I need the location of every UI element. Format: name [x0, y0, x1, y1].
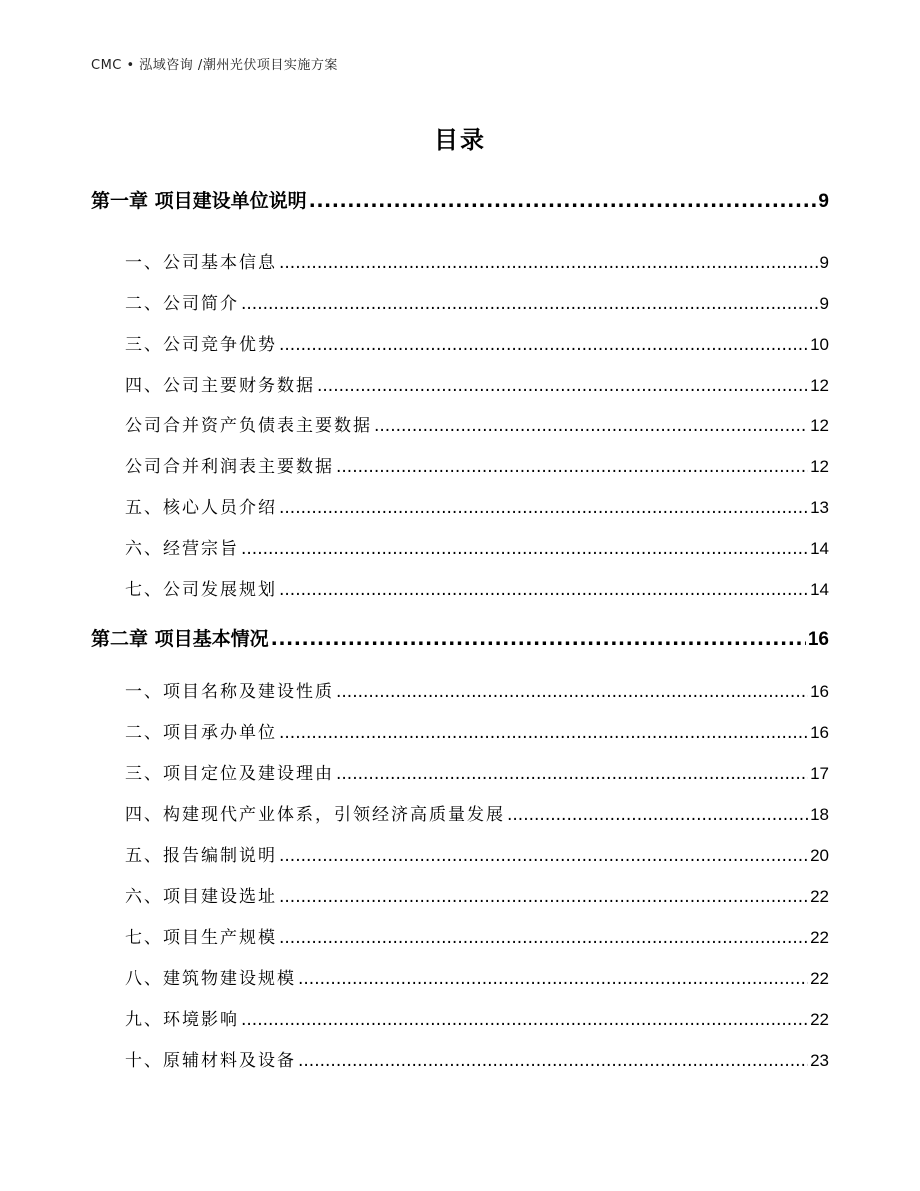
toc-entry-label: 项目生产规模 — [163, 928, 277, 948]
toc-entry-label: 公司主要财务数据 — [163, 376, 315, 396]
toc-entry-number: 九、 — [125, 1010, 163, 1030]
dot-leader — [241, 539, 808, 559]
toc-entry[interactable] — [125, 1005, 829, 1030]
toc-entry-number: 五、 — [125, 498, 163, 518]
toc-page-number: 20 — [810, 846, 829, 865]
toc-entry-label: 原辅材料及设备 — [163, 1051, 296, 1071]
dot-leader — [279, 723, 808, 743]
toc-chapter-2[interactable] — [91, 624, 829, 651]
toc-entry-number: 二、 — [125, 723, 163, 743]
toc-entry[interactable] — [125, 330, 829, 355]
toc-entry-number: 二、 — [125, 294, 163, 314]
dot-leader — [298, 1051, 808, 1071]
dot-leader — [507, 805, 808, 825]
toc-page-number: 17 — [810, 764, 829, 783]
toc-chapter-label: 第二章 项目基本情况 — [91, 628, 269, 650]
toc-entry-number: 六、 — [125, 887, 163, 907]
toc-entry-label: 构建现代产业体系，引领经济高质量发展 — [163, 805, 505, 825]
toc-page-number: 12 — [810, 376, 829, 395]
dot-leader — [271, 628, 806, 650]
toc-entry-label: 公司竞争优势 — [163, 335, 277, 355]
toc-entry[interactable] — [125, 493, 829, 518]
toc-entry-number: 三、 — [125, 764, 163, 784]
toc-entry-label: 环境影响 — [163, 1010, 239, 1030]
toc-entry-number: 七、 — [125, 928, 163, 948]
toc-page-number: 10 — [810, 335, 829, 354]
toc-chapter-1[interactable] — [91, 186, 829, 213]
dot-leader — [279, 253, 818, 273]
toc-page-number: 16 — [807, 629, 829, 650]
toc-page-number: 9 — [818, 191, 829, 212]
toc-page-number: 18 — [810, 805, 829, 824]
running-header: CMC • 泓域咨询 /潮州光伏项目实施方案 — [91, 58, 338, 73]
toc-entry-label: 公司合并资产负债表主要数据 — [125, 416, 372, 436]
dot-leader — [279, 887, 808, 907]
dot-leader — [336, 682, 808, 702]
toc-entry-number: 八、 — [125, 969, 163, 989]
toc-entry-number: 三、 — [125, 335, 163, 355]
toc-entry-number: 一、 — [125, 253, 163, 273]
toc-entry[interactable] — [125, 248, 829, 273]
toc-page-number: 22 — [810, 887, 829, 906]
toc-entry-label: 项目承办单位 — [163, 723, 277, 743]
toc-entry-label: 核心人员介绍 — [163, 498, 277, 518]
toc-entry-label: 项目建设选址 — [163, 887, 277, 907]
toc-entry[interactable] — [125, 534, 829, 559]
toc-entry-label: 公司基本信息 — [163, 253, 277, 273]
toc-chapter-label: 第一章 项目建设单位说明 — [91, 190, 307, 212]
toc-page-number: 22 — [810, 928, 829, 947]
toc-entry[interactable] — [125, 289, 829, 314]
toc-entry[interactable] — [125, 677, 829, 702]
page-title: 目录 — [434, 126, 486, 154]
toc-entry-label: 项目名称及建设性质 — [163, 682, 334, 702]
dot-leader — [317, 376, 808, 396]
dot-leader — [336, 457, 808, 477]
toc-entry[interactable] — [125, 882, 829, 907]
toc-entry[interactable] — [125, 759, 829, 784]
toc-page-number: 9 — [819, 294, 829, 313]
toc-entry-number: 十、 — [125, 1051, 163, 1071]
toc-entry-number: 一、 — [125, 682, 163, 702]
toc-entry[interactable] — [125, 1046, 829, 1071]
toc-entry[interactable] — [125, 452, 829, 477]
toc-page-number: 23 — [810, 1051, 829, 1070]
dot-leader — [374, 416, 808, 436]
dot-leader — [241, 294, 818, 314]
toc-entry-number: 四、 — [125, 805, 163, 825]
dot-leader — [279, 580, 808, 600]
dot-leader — [336, 764, 808, 784]
toc-entry-number: 七、 — [125, 580, 163, 600]
toc-entry[interactable] — [125, 718, 829, 743]
dot-leader — [279, 928, 808, 948]
toc-entry-label: 报告编制说明 — [163, 846, 277, 866]
toc-entry-number: 五、 — [125, 846, 163, 866]
toc-entry[interactable] — [125, 964, 829, 989]
toc-entry-label: 公司合并利润表主要数据 — [125, 457, 334, 477]
toc-entry-label: 经营宗旨 — [163, 539, 239, 559]
toc-entry[interactable] — [125, 411, 829, 436]
toc-page-number: 12 — [810, 416, 829, 435]
dot-leader — [279, 846, 808, 866]
dot-leader — [241, 1010, 808, 1030]
toc-entry[interactable] — [125, 371, 829, 396]
toc-page-number: 14 — [810, 580, 829, 599]
toc-page-number: 16 — [810, 723, 829, 742]
dot-leader — [279, 498, 808, 518]
toc-entry-number: 六、 — [125, 539, 163, 559]
toc-page-number: 16 — [810, 682, 829, 701]
toc-entry-number: 四、 — [125, 376, 163, 396]
toc-entry[interactable] — [125, 800, 829, 825]
toc-entry-label: 公司发展规划 — [163, 580, 277, 600]
toc-entry-label: 公司简介 — [163, 294, 239, 314]
dot-leader — [298, 969, 808, 989]
toc-page-number: 22 — [810, 1010, 829, 1029]
toc-page-number: 14 — [810, 539, 829, 558]
toc-entry-label: 项目定位及建设理由 — [163, 764, 334, 784]
dot-leader — [279, 335, 808, 355]
toc-entry-label: 建筑物建设规模 — [163, 969, 296, 989]
dot-leader — [309, 190, 817, 212]
toc-page-number: 12 — [810, 457, 829, 476]
toc-entry[interactable] — [125, 575, 829, 600]
toc-page-number: 22 — [810, 969, 829, 988]
toc-entry[interactable] — [125, 841, 829, 866]
toc-page-number: 13 — [810, 498, 829, 517]
toc-entry[interactable] — [125, 923, 829, 948]
toc-page-number: 9 — [819, 253, 829, 272]
